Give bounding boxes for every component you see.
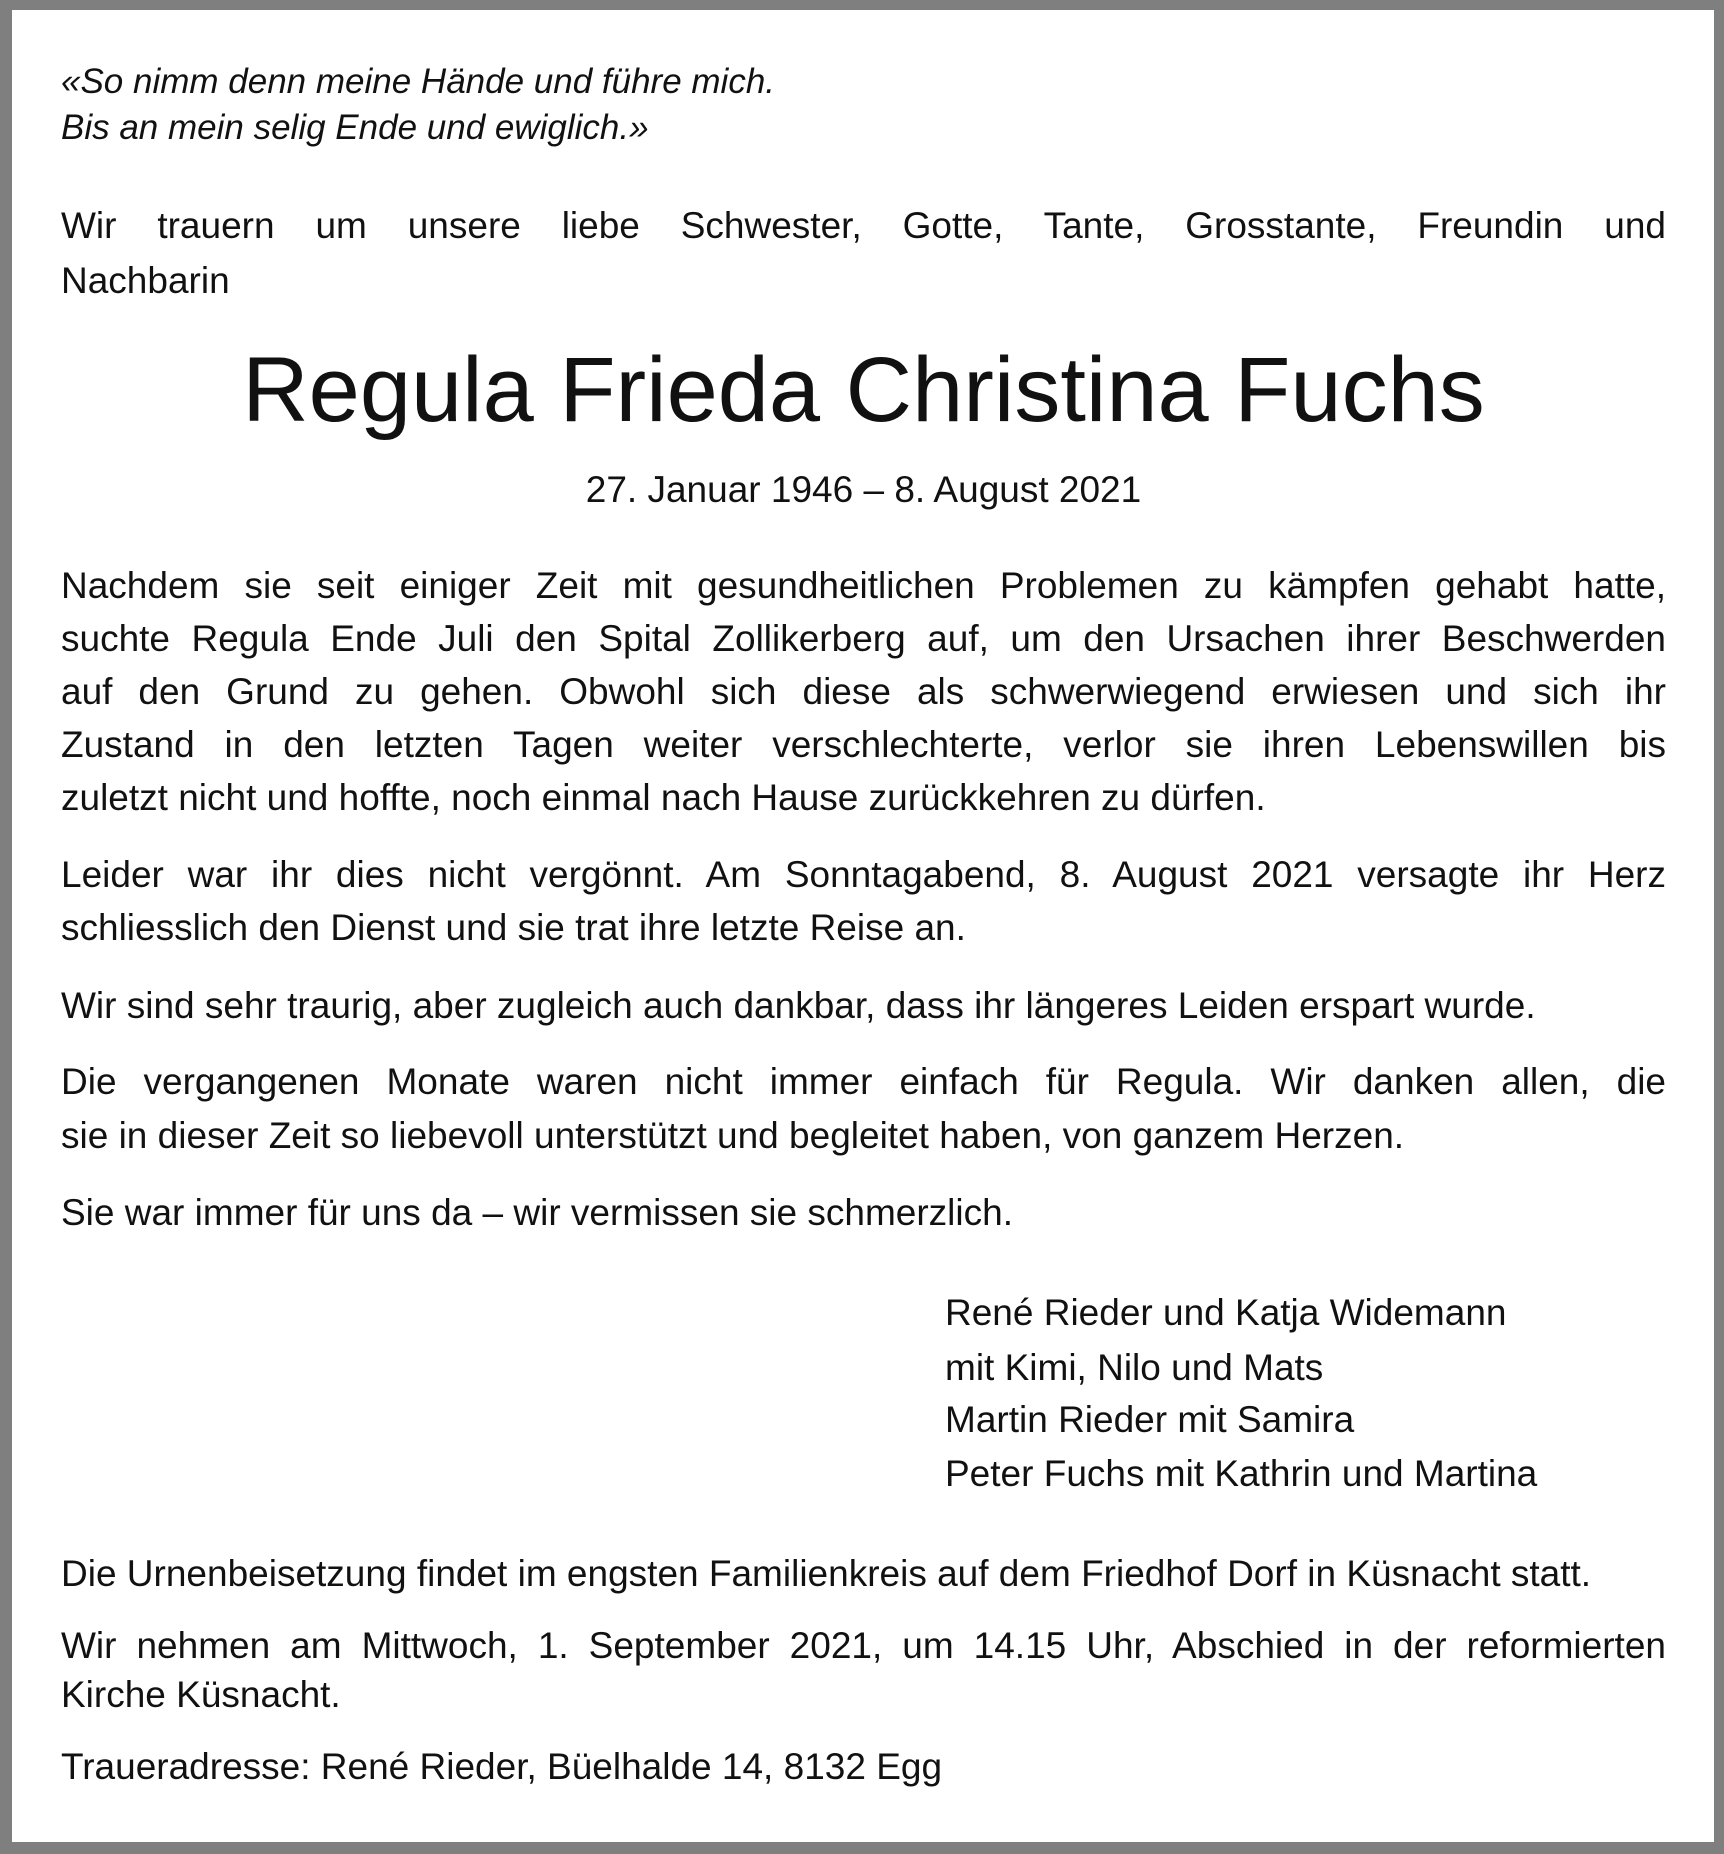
signatory-line-2: mit Kimi, Nilo und Mats xyxy=(945,1347,1324,1388)
motto-line-2: Bis an mein selig Ende und ewiglich.» xyxy=(61,108,649,147)
mourning-address: Traueradresse: René Rieder, Büelhalde 14, 8132 Egg xyxy=(61,1746,943,1787)
paragraph4-line-1: Die vergangenen Monate waren nicht immer einfach für Regula. Wir danken allen, die xyxy=(61,1061,1666,1102)
paragraph5-line-1: Sie war immer für uns da – wir vermissen sie schmerzlich. xyxy=(61,1192,1013,1233)
deceased-name: Regula Frieda Christina Fuchs xyxy=(242,339,1485,441)
paragraph1-line-4: Zustand in den letzten Tagen weiter verschlechterte, verlor sie ihren Lebenswillen bis xyxy=(61,724,1666,765)
farewell-line-2: Kirche Küsnacht. xyxy=(61,1674,341,1715)
farewell-line-1: Wir nehmen am Mittwoch, 1. September 2021, um 14.15 Uhr, Abschied in der reformierten xyxy=(61,1625,1666,1666)
signatory-line-3: Martin Rieder mit Samira xyxy=(945,1399,1355,1440)
paragraph2-line-2: schliesslich den Dienst und sie trat ihre letzte Reise an. xyxy=(61,907,966,948)
signatory-line-1: René Rieder und Katja Widemann xyxy=(945,1292,1507,1333)
signatory-line-4: Peter Fuchs mit Kathrin und Martina xyxy=(945,1453,1538,1494)
intro-line-1: Wir trauern um unsere liebe Schwester, Gotte, Tante, Grosstante, Freundin und xyxy=(61,205,1666,246)
paragraph1-line-1: Nachdem sie seit einiger Zeit mit gesundheitlichen Problemen zu kämpfen gehabt hatte, xyxy=(61,565,1666,606)
paragraph4-line-2: sie in dieser Zeit so liebevoll unterstützt und begleitet haben, von ganzem Herzen. xyxy=(61,1115,1405,1156)
paragraph2-line-1: Leider war ihr dies nicht vergönnt. Am Sonntagabend, 8. August 2021 versagte ihr Herz xyxy=(61,854,1666,895)
paragraph1-line-2: suchte Regula Ende Juli den Spital Zollikerberg auf, um den Ursachen ihrer Beschwerden xyxy=(61,618,1666,659)
motto-line-1: «So nimm denn meine Hände und führe mich. xyxy=(61,62,776,101)
life-dates: 27. Januar 1946 – 8. August 2021 xyxy=(585,469,1142,510)
paragraph1-line-5: zuletzt nicht und hoffte, noch einmal nach Hause zurückkehren zu dürfen. xyxy=(61,777,1266,818)
paragraph1-line-3: auf den Grund zu gehen. Obwohl sich diese als schwerwiegend erwiesen und sich ihr xyxy=(61,671,1666,712)
burial-line-1: Die Urnenbeisetzung findet im engsten Familienkreis auf dem Friedhof Dorf in Küsnacht statt. xyxy=(61,1553,1592,1594)
intro-line-2: Nachbarin xyxy=(61,260,230,301)
paragraph3-line-1: Wir sind sehr traurig, aber zugleich auch dankbar, dass ihr längeres Leiden erspart wurde. xyxy=(61,985,1536,1026)
